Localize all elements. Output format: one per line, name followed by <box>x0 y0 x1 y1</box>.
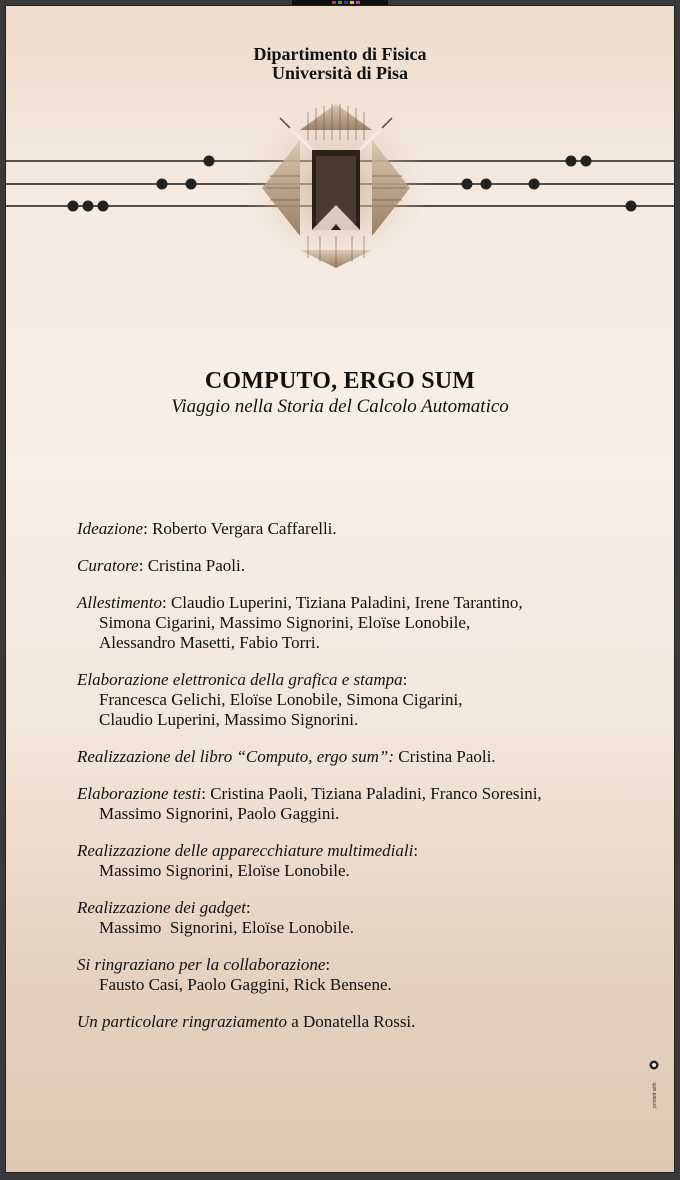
credit-separator: : <box>402 670 408 689</box>
abacus-bead <box>626 201 637 212</box>
credit-separator: : <box>143 519 153 538</box>
credit-names-continued: Massimo Signorini, Eloïse Lonobile. <box>99 861 350 880</box>
abacus-bead <box>529 179 540 190</box>
credit-entry <box>77 841 637 881</box>
credit-role: Elaborazione elettronica della grafica e stampa <box>77 670 403 689</box>
credit-names: Cristina Paoli. <box>147 556 245 575</box>
credit-entry <box>77 784 637 824</box>
abacus-bead <box>581 156 592 167</box>
credit-role: Realizzazione dei gadget <box>77 898 247 917</box>
abacus-bead <box>462 179 473 190</box>
credit-role: Allestimento <box>77 593 162 612</box>
credit-names-continued: Massimo Signorini, Eloïse Lonobile. <box>99 918 354 937</box>
credit-entry <box>77 747 637 767</box>
abacus-bead <box>186 179 197 190</box>
credit-names-continued: Simona Cigarini, Massimo Signorini, Eloïse Lonobile, <box>99 613 471 632</box>
department-name: Dipartimento di Fisica <box>253 44 427 64</box>
credit-role: Un particolare ringraziamento <box>77 1012 287 1031</box>
abacus-bead <box>157 179 168 190</box>
credit-separator: : <box>325 955 331 974</box>
abacus-bead <box>566 156 577 167</box>
credit-role: Curatore <box>77 556 139 575</box>
printer-mark <box>648 1060 660 1110</box>
credit-role: Realizzazione delle apparecchiature multimediali <box>77 841 414 860</box>
credit-names: Cristina Paoli, Tiziana Paladini, Franco Soresini, <box>210 784 542 803</box>
abacus-bead <box>68 201 79 212</box>
credit-separator: : <box>161 593 171 612</box>
credit-names-continued: Francesca Gelichi, Eloïse Lonobile, Simona Cigarini, <box>99 690 463 709</box>
credits-list <box>77 519 637 1049</box>
university-name: Università di Pisa <box>271 63 408 83</box>
credit-entry <box>77 1012 637 1032</box>
credit-entry <box>77 955 637 995</box>
credit-names-continued: Alessandro Masetti, Fabio Torri. <box>99 633 320 652</box>
credit-entry <box>77 898 637 938</box>
credit-names: a Donatella Rossi. <box>291 1012 416 1031</box>
credit-separator: : <box>201 784 211 803</box>
credit-role: Ideazione <box>77 519 144 538</box>
credit-role: Elaborazione testi <box>77 784 202 803</box>
credit-role: Si ringraziano per la collaborazione <box>77 955 326 974</box>
abacus-bead <box>204 156 215 167</box>
credit-separator: : <box>138 556 148 575</box>
calculating-machine-emblem-icon <box>241 103 431 273</box>
credit-entry <box>77 670 637 730</box>
printed-with-label: printed with <box>652 1082 658 1108</box>
abacus-bead <box>481 179 492 190</box>
poster-subtitle: Viaggio nella Storia del Calcolo Automatico <box>171 396 509 417</box>
credit-entry <box>77 593 637 653</box>
credit-names-continued: Fausto Casi, Paolo Gaggini, Rick Bensene. <box>99 975 392 994</box>
credit-names: Roberto Vergara Caffarelli. <box>152 519 337 538</box>
credit-entry <box>77 556 637 576</box>
credit-names-continued: Claudio Luperini, Massimo Signorini. <box>99 710 359 729</box>
credit-entry <box>77 519 637 539</box>
credit-separator: : <box>246 898 251 917</box>
abacus-bead <box>98 201 109 212</box>
poster-title: COMPUTO, ERGO SUM <box>204 368 476 394</box>
credit-names-continued: Massimo Signorini, Paolo Gaggini. <box>99 804 340 823</box>
credit-role: Realizzazione del libro “Computo, ergo sum”: <box>77 747 395 766</box>
abacus-bead <box>83 201 94 212</box>
credit-names: Claudio Luperini, Tiziana Paladini, Irene Tarantino, <box>170 593 523 612</box>
credit-names: Cristina Paoli. <box>398 747 496 766</box>
credit-separator: : <box>413 841 419 860</box>
